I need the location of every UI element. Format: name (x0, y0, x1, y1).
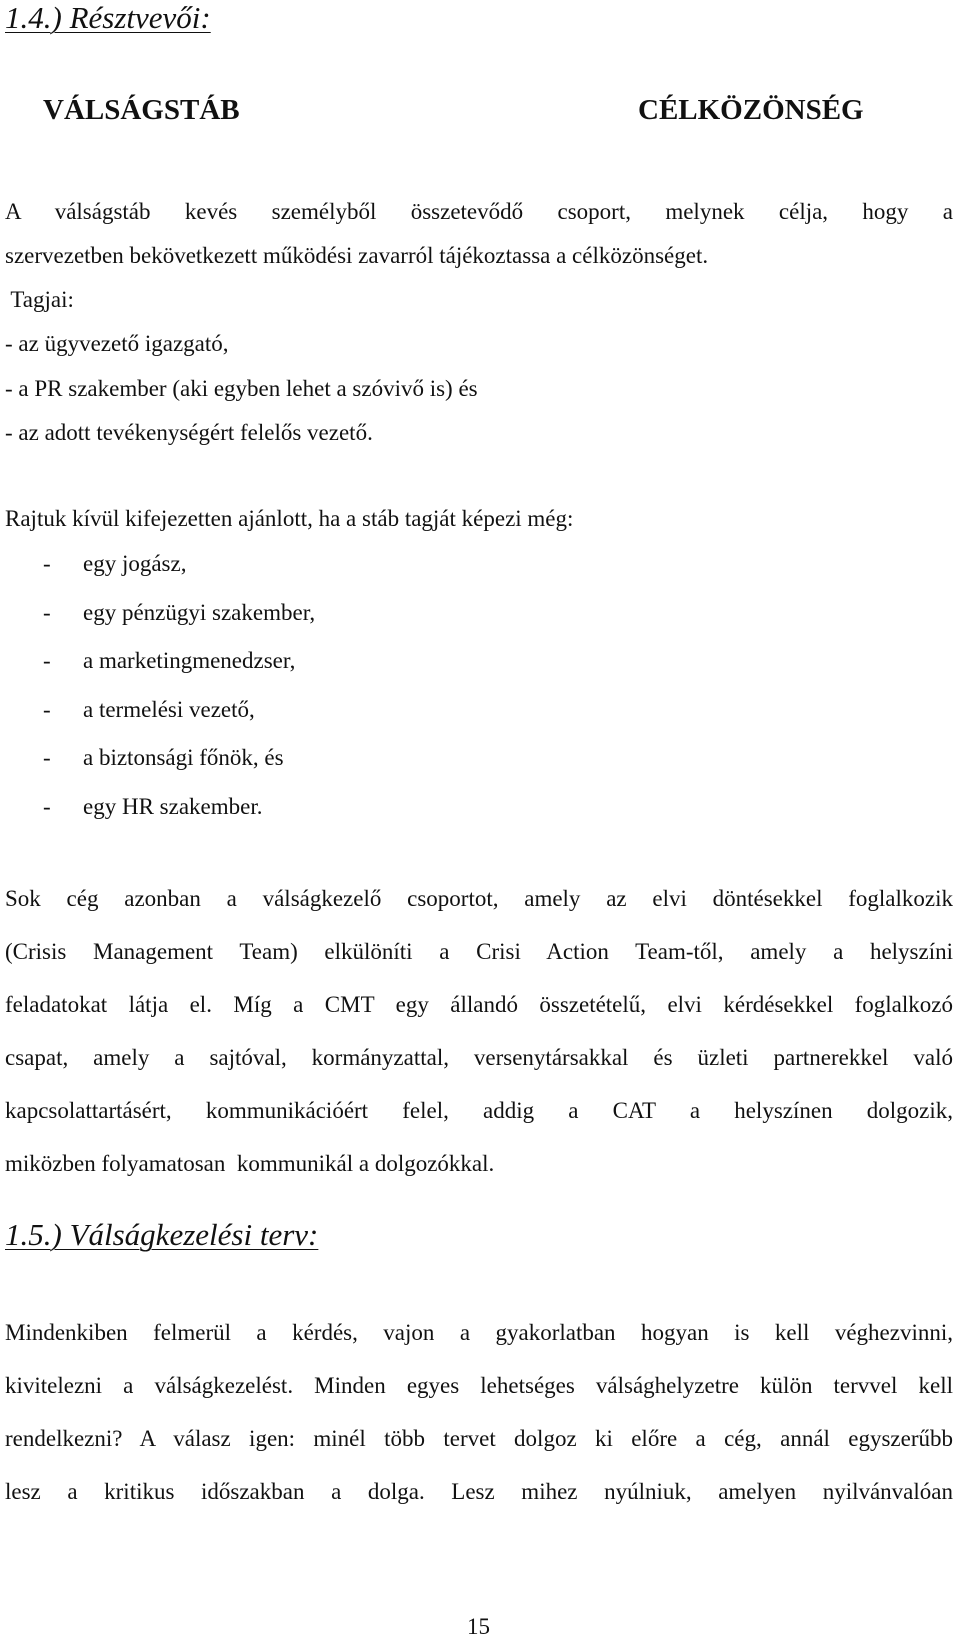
recommended-item: egy HR szakember. (83, 794, 263, 819)
section-heading-1-5: 1.5.) Válságkezelési terv: (5, 1217, 319, 1252)
page-number: 15 (467, 1614, 490, 1639)
plan-paragraph-line: kivitelezni a válságkezelést. Minden egyes lehetséges válsághelyzetre külön tervvel kell (5, 1373, 953, 1398)
list-dash: - (43, 745, 51, 770)
recommended-item: egy pénzügyi szakember, (83, 600, 316, 625)
title-valsagstab: VÁLSÁGSTÁB (43, 94, 240, 126)
member-item: - a PR szakember (aki egyben lehet a szóvivő is) és (5, 376, 478, 401)
plan-paragraph-line: Mindenkiben felmerül a kérdés, vajon a gyakorlatban hogyan is kell véghezvinni, (5, 1320, 953, 1345)
plan-paragraph-line: lesz a kritikus időszakban a dolga. Lesz mihez nyúlniuk, amelyen nyilvánvalóan (5, 1479, 953, 1504)
cmt-paragraph-line: (Crisis Management Team) elkülöníti a Crisi Action Team-től, amely a helyszíni (5, 939, 953, 964)
list-dash: - (43, 648, 51, 673)
member-item: - az ügyvezető igazgató, (5, 331, 229, 356)
plan-paragraph-line: rendelkezni? A válasz igen: minél több tervet dolgoz ki előre a cég, annál egyszerűbb (5, 1426, 953, 1451)
cmt-paragraph-line: Sok cég azonban a válságkezelő csoportot, amely az elvi döntésekkel foglalkozik (5, 886, 953, 911)
cmt-paragraph-line: kapcsolattartásért, kommunikációért felel, addig a CAT a helyszínen dolgozik, (5, 1098, 953, 1123)
recommended-intro: Rajtuk kívül kifejezetten ajánlott, ha a stáb tagját képezi még: (5, 506, 574, 531)
title-celkozonseg: CÉLKÖZÖNSÉG (638, 94, 864, 126)
cmt-paragraph-line: csapat, amely a sajtóval, kormányzattal, versenytársakkal és üzleti partnerekkel való (5, 1045, 953, 1070)
recommended-item: a marketingmenedzser, (83, 648, 296, 673)
member-item: - az adott tevékenységért felelős vezető. (5, 420, 373, 445)
recommended-item: a termelési vezető, (83, 697, 255, 722)
list-dash: - (43, 600, 51, 625)
section-heading-1-4: 1.4.) Résztvevői: (5, 0, 211, 35)
list-dash: - (43, 551, 51, 576)
cmt-paragraph-line: feladatokat látja el. Míg a CMT egy állandó összetételű, elvi kérdésekkel foglalkozó (5, 992, 953, 1017)
recommended-item: a biztonsági főnök, és (83, 745, 284, 770)
intro-line-2: szervezetben bekövetkezett működési zavarról tájékoztassa a célközönséget. (5, 243, 709, 268)
members-label: Tagjai: (5, 287, 74, 312)
cmt-paragraph-line: miközben folyamatosan kommunikál a dolgozókkal. (5, 1151, 495, 1176)
list-dash: - (43, 794, 51, 819)
intro-line-1: A válságstáb kevés személyből összetevődő csoport, melynek célja, hogy a (5, 199, 953, 224)
list-dash: - (43, 697, 51, 722)
recommended-item: egy jogász, (83, 551, 187, 576)
